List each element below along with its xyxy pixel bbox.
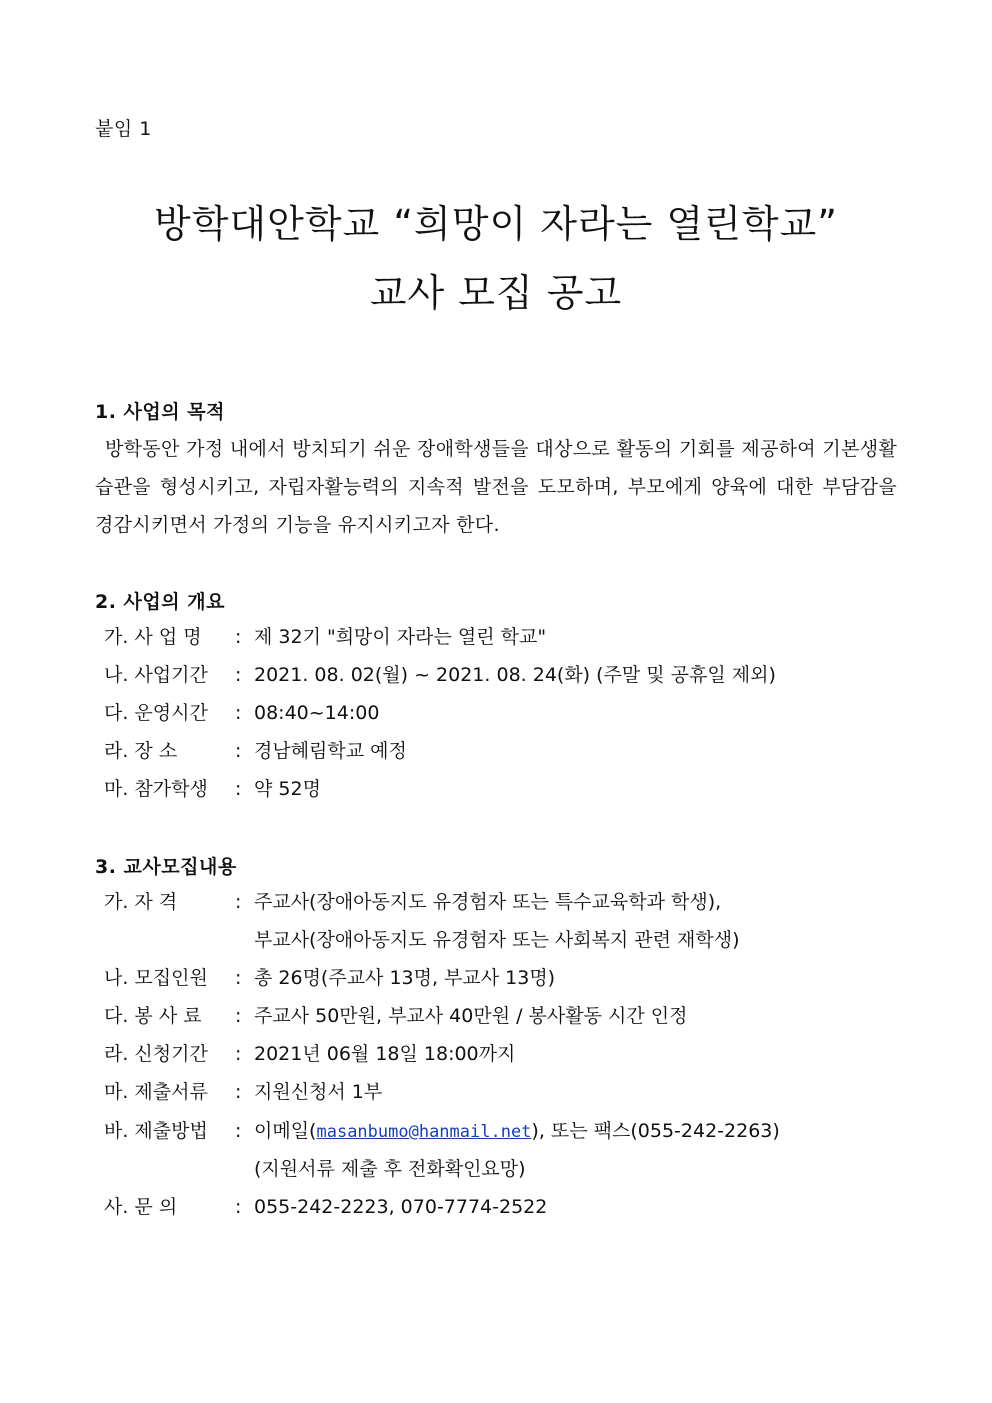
submission-continuation: (지원서류 제출 후 전화확인요망) <box>254 1158 526 1180</box>
email-suffix: ), 또는 팩스(055-242-2263) <box>531 1120 780 1142</box>
row-value: 경남혜림학교 예정 <box>254 740 407 762</box>
row-value: 주교사(장애아동지도 유경험자 또는 특수교육학과 학생), <box>254 891 722 913</box>
row-colon: : <box>235 778 242 800</box>
row-value <box>254 1116 780 1147</box>
email-prefix: 이메일( <box>254 1120 317 1142</box>
section-1-text: 방학동안 가정 내에서 방치되기 쉬운 장애학생들을 대상으로 활동의 기회를 제공하여 기본생활습관을 형성시키고, 자립자활능력의 지속적 발전을 도모하며, 부모에게 양육에 대한 부담감을 경감시키면서 가정의 기능을 유지시키고자 한다. <box>95 438 897 536</box>
row-colon: : <box>235 1196 242 1218</box>
section-1-body <box>95 430 897 544</box>
attachment-label: 붙임 1 <box>95 118 152 140</box>
row-colon: : <box>235 1120 242 1142</box>
row-colon: : <box>235 1043 242 1065</box>
row-colon: : <box>235 1005 242 1027</box>
section-3-heading: 3. 교사모집내용 <box>95 856 237 878</box>
page-subtitle: 교사 모집 공고 <box>369 271 623 315</box>
row-label: 라. 장 소 <box>104 740 178 762</box>
section-2-heading: 2. 사업의 개요 <box>95 591 225 613</box>
row-label: 마. 참가학생 <box>104 778 208 800</box>
row-label: 다. 봉 사 료 <box>104 1005 202 1027</box>
row-colon: : <box>235 664 242 686</box>
row-label: 바. 제출방법 <box>104 1120 208 1142</box>
page-title: 방학대안학교 “희망이 자라는 열린학교” <box>154 202 838 246</box>
row-label: 다. 운영시간 <box>104 702 208 724</box>
row-colon: : <box>235 702 242 724</box>
row-value: 08:40~14:00 <box>254 702 380 724</box>
section-1-heading: 1. 사업의 목적 <box>95 401 225 423</box>
row-colon: : <box>235 740 242 762</box>
row-value: 총 26명(주교사 13명, 부교사 13명) <box>254 967 556 989</box>
row-label: 사. 문 의 <box>104 1196 178 1218</box>
row-value: 지원신청서 1부 <box>254 1081 383 1103</box>
row-value: 2021년 06월 18일 18:00까지 <box>254 1043 516 1065</box>
row-colon: : <box>235 1081 242 1103</box>
row-value: 약 52명 <box>254 778 321 800</box>
row-label: 나. 사업기간 <box>104 664 208 686</box>
row-colon: : <box>235 626 242 648</box>
row-label: 나. 모집인원 <box>104 967 208 989</box>
row-label: 가. 자 격 <box>104 891 178 913</box>
row-label: 라. 신청기간 <box>104 1043 208 1065</box>
row-value: 주교사 50만원, 부교사 40만원 / 봉사활동 시간 인정 <box>254 1005 688 1027</box>
row-colon: : <box>235 891 242 913</box>
qualification-continuation: 부교사(장애아동지도 유경험자 또는 사회복지 관련 재학생) <box>254 929 740 951</box>
row-label: 가. 사 업 명 <box>104 626 202 648</box>
row-value: 055-242-2223, 070-7774-2522 <box>254 1196 548 1218</box>
row-colon: : <box>235 967 242 989</box>
row-label: 마. 제출서류 <box>104 1081 208 1103</box>
row-value: 제 32기 "희망이 자라는 열린 학교" <box>254 626 547 648</box>
row-value: 2021. 08. 02(월) ~ 2021. 08. 24(화) (주말 및 공휴일 제외) <box>254 664 776 686</box>
email-link[interactable]: masanbumo@hanmail.net <box>316 1122 532 1142</box>
